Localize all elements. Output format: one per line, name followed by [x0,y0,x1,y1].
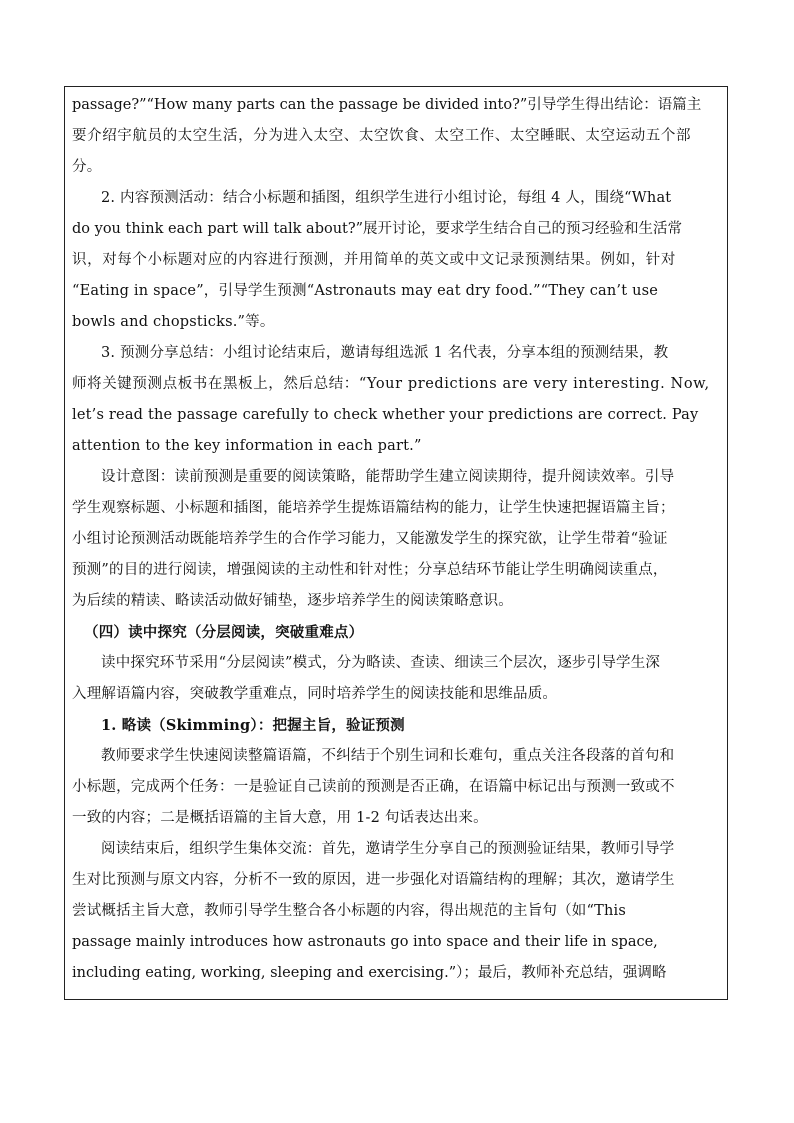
text-line: 阅读结束后，组织学生集体交流：首先，邀请学生分享自己的预测验证结果，教师引导学 [101,841,675,857]
text-line: 教师要求学生快速阅读整篇语篇，不纠结于个别生词和长难句，重点关注各段落的首句和 [101,748,675,764]
text-line: passage?”“How many parts can the passage be divided into?”引导学生得出结论：语篇主 [72,97,702,113]
text-line: 一致的内容；二是概括语篇的主旨大意，用 1-2 句话表达出来。 [72,810,488,826]
text-line: 2. 内容预测活动：结合小标题和插图，组织学生进行小组讨论，每组 4 人，围绕“What [101,190,672,206]
subsection-heading: 1. 略读（Skimming）：把握主旨，验证预测 [101,717,405,734]
text-line: 分。 [72,159,102,175]
text-line: 读中探究环节采用“分层阅读”模式，分为略读、查读、细读三个层次，逐步引导学生深 [101,655,661,671]
text-line: 入理解语篇内容，突破教学重难点，同时培养学生的阅读技能和思维品质。 [72,686,558,702]
text-line: 师将关键预测点板书在黑板上，然后总结：“Your predictions are very interesting. Now, [72,376,710,392]
text-line: bowls and chopsticks.”等。 [72,314,275,330]
text-line: “Eating in space”，引导学生预测“Astronauts may eat dry food.”“They can’t use [72,283,659,299]
text-line: 3. 预测分享总结：小组讨论结束后，邀请每组选派 1 名代表，分享本组的预测结果，教 [101,345,669,361]
text-line: 预测”的目的进行阅读，增强阅读的主动性和针对性；分享总结环节能让学生明确阅读重点， [72,562,668,578]
text-line: including eating, working, sleeping and exercising.”）；最后，教师补充总结，强调略 [72,965,667,981]
text-line: 尝试概括主旨大意，教师引导学生整合各小标题的内容，得出规范的主旨句（如“This [72,903,626,919]
text-line: 小组讨论预测活动既能培养学生的合作学习能力，又能激发学生的探究欲，让学生带着“验证 [72,531,668,547]
text-line: 小标题，完成两个任务：一是验证自己读前的预测是否正确，在语篇中标记出与预测一致或不 [72,779,675,795]
text-line: do you think each part will talk about?”展开讨论，要求学生结合自己的预习经验和生活常 [72,221,683,237]
text-line: passage mainly introduces how astronauts go into space and their life in space, [72,934,658,950]
text-line: 为后续的精读、略读活动做好铺垫，逐步培养学生的阅读策略意识。 [72,593,513,609]
text-line: 学生观察标题、小标题和插图，能培养学生提炼语篇结构的能力，让学生快速把握语篇主旨； [72,500,675,516]
text-line: attention to the key information in each part.” [72,438,422,454]
text-line: 识，对每个小标题对应的内容进行预测，并用简单的英文或中文记录预测结果。例如，针对 [72,252,676,268]
document-body [72,90,724,989]
text-line: 设计意图：读前预测是重要的阅读策略，能帮助学生建立阅读期待，提升阅读效率。引导 [101,469,675,485]
text-line: 要介绍宇航员的太空生活，分为进入太空、太空饮食、太空工作、太空睡眠、太空运动五个部 [72,128,692,144]
section-heading: （四）读中探究（分层阅读，突破重难点） [84,624,364,641]
text-line: 生对比预测与原文内容，分析不一致的原因，进一步强化对语篇结构的理解；其次，邀请学生 [72,872,675,888]
text-line: let’s read the passage carefully to check whether your predictions are correct. Pay [72,407,699,423]
